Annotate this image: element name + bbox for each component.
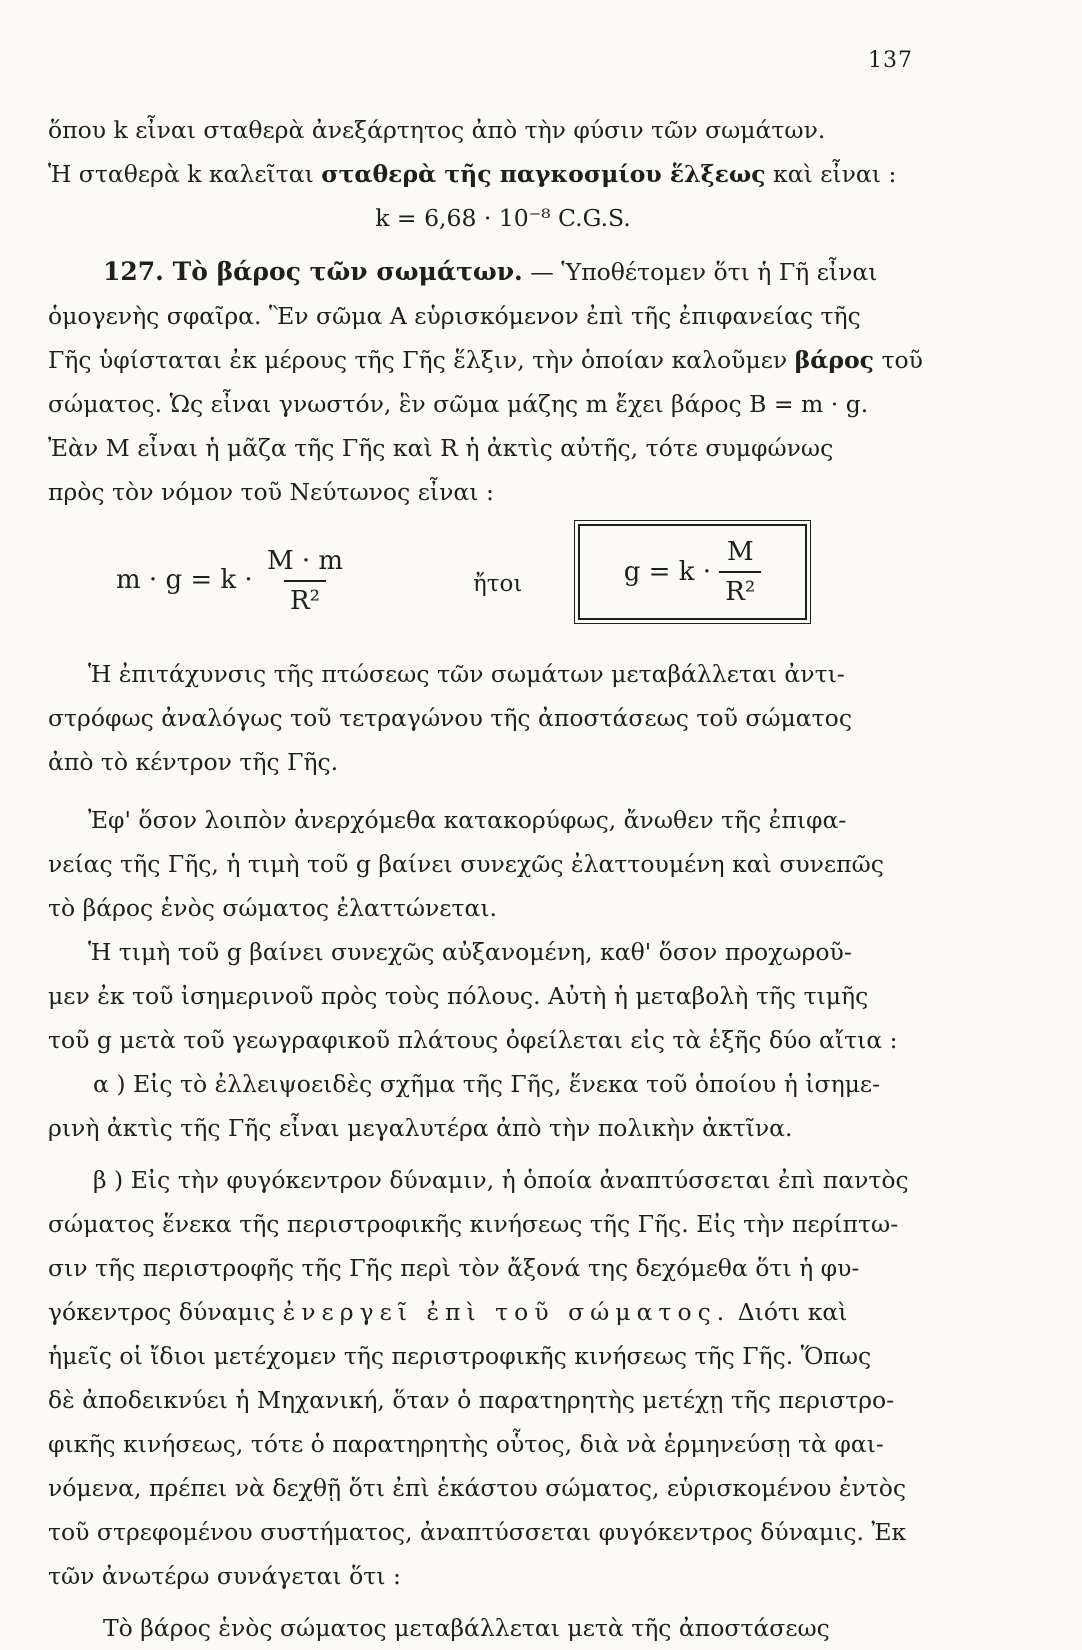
text-span: καὶ εἶναι : (765, 160, 897, 188)
fraction-numerator: M · m (266, 546, 344, 576)
text-line: στρόφως ἀναλόγως τοῦ τετραγώνου τῆς ἀποστάσεως τοῦ σώματος (48, 704, 852, 732)
bold-term: σταθερὰ τῆς παγκοσμίου ἕλξεως (321, 160, 766, 188)
text-line: ρινὴ ἀκτὶς τῆς Γῆς εἶναι μεγαλυτέρα ἀπὸ τὴν πολικὴν ἀκτῖνα. (48, 1114, 793, 1142)
text-line: ἡμεῖς οἱ ἴδιοι μετέχομεν τῆς περιστροφικῆς κινήσεως τῆς Γῆς. Ὅπως (48, 1342, 872, 1370)
text-line: νόμενα, πρέπει νὰ δεχθῇ ὅτι ἐπὶ ἑκάστου σώματος, εὑρισκομένου ἐντὸς (48, 1474, 907, 1502)
formula-lhs: m · g = k · (116, 565, 253, 595)
text-line: δὲ ἀποδεικνύει ἡ Μηχανική, ὅταν ὁ παρατηρητὴς μετέχῃ τῆς περιστρο- (48, 1386, 895, 1414)
boxed-formula (578, 524, 807, 620)
constant-formula: k = 6,68 · 10⁻⁸ C.G.S. (375, 204, 631, 232)
text-line: α ) Εἰς τὸ ἐλλειψοειδὲς σχῆμα τῆς Γῆς, ἕνεκα τοῦ ὁποίου ἡ ἰσημε- (93, 1070, 881, 1098)
text-line: ὅπου k εἶναι σταθερὰ ἀνεξάρτητος ἀπὸ τὴν φύσιν τῶν σωμάτων. (48, 116, 826, 144)
text-line: φικῆς κινήσεως, τότε ὁ παρατηρητὴς οὗτος, διὰ νὰ ἑρμηνεύσῃ τὰ φαι- (48, 1430, 884, 1458)
text-line: Ἐφ' ὅσον λοιπὸν ἀνερχόμεθα κατακορύφως, ἄνωθεν τῆς ἐπιφα- (88, 806, 847, 834)
text-line: ἀπὸ τὸ κέντρον τῆς Γῆς. (48, 748, 339, 776)
text-line: νείας τῆς Γῆς, ἡ τιμὴ τοῦ g βαίνει συνεχῶς ἐλαττουμένη καὶ συνεπῶς (48, 850, 884, 878)
text-span: Διότι καὶ (730, 1298, 848, 1326)
bold-term: βάρος (794, 346, 874, 374)
text-line: σώματος. Ὡς εἶναι γνωστόν, ἓν σῶμα μάζης m ἔχει βάρος B = m · g. (48, 390, 869, 418)
formula-connector: ἤτοι (473, 571, 523, 597)
text-span: Ἡ σταθερὰ k καλεῖται (48, 160, 322, 188)
paragraph (48, 798, 1018, 930)
paragraph (48, 930, 1018, 1062)
text-line: Ἐὰν M εἶναι ἡ μᾶζα τῆς Γῆς καὶ R ἡ ἀκτὶς αὐτῆς, τότε συμφώνως (48, 434, 834, 462)
paragraph (48, 652, 1018, 784)
text-line: Ἡ ἐπιτάχυνσις τῆς πτώσεως τῶν σωμάτων μεταβάλλεται ἀντι- (88, 660, 845, 688)
text-line: τῶν ἀνωτέρω συνάγεται ὅτι : (48, 1562, 401, 1590)
formula-lhs: g = k · (623, 557, 711, 587)
section-heading: 127. Τὸ βάρος τῶν σωμάτων. (103, 257, 523, 286)
paragraph (48, 1062, 1018, 1150)
text-span: γόκεντρος δύναμις (48, 1298, 283, 1326)
text-line: σώματος ἕνεκα τῆς περιστροφικῆς κινήσεως τῆς Γῆς. Εἰς τὴν περίπτω- (48, 1210, 899, 1238)
text-line (48, 338, 1018, 382)
text-span: τοῦ (873, 346, 923, 374)
text-line: ὁμογενὴς σφαῖρα. Ἓν σῶμα Α εὑρισκόμενον ἐπὶ τῆς ἐπιφανείας τῆς (48, 302, 861, 330)
section-heading-line (48, 250, 1018, 294)
page-body (48, 108, 1018, 1650)
text-line: πρὸς τὸν νόμον τοῦ Νεύτωνος εἶναι : (48, 478, 494, 506)
spaced-emphasis: ἐνεργεῖ ἐπὶ τοῦ σώματος. (282, 1298, 731, 1326)
text-line: τὸ βάρος ἑνὸς σώματος ἐλαττώνεται. (48, 894, 498, 922)
gravity-formula (48, 518, 1018, 648)
fraction (261, 544, 349, 618)
fraction-denominator: R² (284, 580, 326, 618)
text-line: Ἡ τιμὴ τοῦ g βαίνει συνεχῶς αὐξανομένη, καθ' ὅσον προχωροῦ- (88, 938, 852, 966)
paragraph (48, 1158, 1018, 1598)
fraction-numerator: M (726, 537, 754, 567)
text-span: Γῆς ὑφίσταται ἐκ μέρους τῆς Γῆς ἕλξιν, τὴν ὁποίαν καλοῦμεν (48, 346, 795, 374)
fraction-denominator: R² (719, 571, 761, 609)
text-line (48, 152, 1018, 196)
text-line: τοῦ στρεφομένου συστήματος, ἀναπτύσσεται φυγόκεντρος δύναμις. Ἐκ (48, 1518, 907, 1546)
text-line (48, 1290, 1018, 1334)
text-span: — Ὑποθέτομεν ὅτι ἡ Γῆ εἶναι (522, 258, 878, 286)
text-line: τοῦ g μετὰ τοῦ γεωγραφικοῦ πλάτους ὀφείλεται εἰς τὰ ἑξῆς δύο αἴτια : (48, 1026, 898, 1054)
text-line: μεν ἐκ τοῦ ἰσημερινοῦ πρὸς τοὺς πόλους. Αὐτὴ ἡ μεταβολὴ τῆς τιμῆς (48, 982, 869, 1010)
page-number: 137 (868, 48, 913, 73)
fraction (719, 535, 761, 609)
text-line: β ) Εἰς τὴν φυγόκεντρον δύναμιν, ἡ ὁποία ἀναπτύσσεται ἐπὶ παντὸς (93, 1166, 909, 1194)
formula-left (116, 544, 349, 618)
text-line: σιν τῆς περιστροφῆς τῆς Γῆς περὶ τὸν ἄξονά της δεχόμεθα ὅτι ἡ φυ- (48, 1254, 860, 1282)
text-line: Τὸ βάρος ἑνὸς σώματος μεταβάλλεται μετὰ τῆς ἀποστάσεως (103, 1614, 830, 1642)
